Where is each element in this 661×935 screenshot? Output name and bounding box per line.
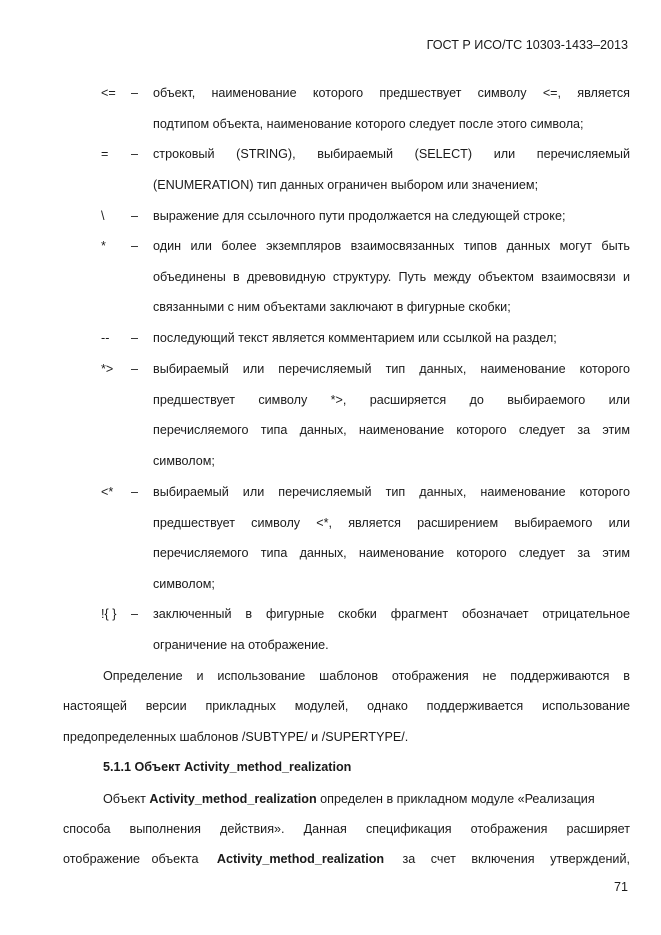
page-number: 71	[613, 880, 628, 894]
definition-dash: –	[131, 331, 139, 345]
definition-dash: –	[131, 485, 139, 499]
definition-symbol: *	[101, 239, 106, 253]
paragraph-line: предопределенных шаблонов /SUBTYPE/ и /SUPERTYPE/.	[63, 730, 409, 744]
definition-text-line: строковый (STRING), выбираемый (SELECT) или перечисляемый	[153, 147, 630, 161]
paragraph-line: способа выполнения действия». Данная спецификация отображения расширяет	[63, 822, 630, 836]
document-header: ГОСТ Р ИСО/ТС 10303-1433–2013	[426, 38, 628, 52]
definition-dash: –	[131, 607, 139, 621]
text-run: за счет включения утверждений,	[402, 852, 630, 866]
definition-dash: –	[131, 362, 139, 376]
definition-text-line: объединены в древовидную структуру. Путь между объектом взаимосвязи и	[153, 270, 630, 284]
definition-text-line: (ENUMERATION) тип данных ограничен выбором или значением;	[153, 178, 539, 192]
definition-text-line: предшествует символу *>, расширяется до выбираемого или	[153, 393, 630, 407]
definition-text-line: выбираемый или перечисляемый тип данных, наименование которого	[153, 485, 630, 499]
definition-symbol: *>	[101, 362, 114, 376]
text-run: Объект	[103, 792, 146, 806]
definition-dash: –	[131, 147, 139, 161]
definition-text-line: выбираемый или перечисляемый тип данных, наименование которого	[153, 362, 630, 376]
definition-text-line: перечисляемого типа данных, наименование которого следует за этим	[153, 546, 630, 560]
entity-name: Activity_method_realization	[216, 852, 385, 866]
definition-dash: –	[131, 239, 139, 253]
definition-symbol: <*	[101, 485, 114, 499]
section-number: 5.1.1	[103, 760, 132, 774]
definition-text-line: последующий текст является комментарием или ссылкой на раздел;	[153, 331, 557, 345]
definition-text-line: символом;	[153, 577, 215, 591]
definition-symbol: \	[101, 209, 105, 223]
paragraph-line: настоящей версии прикладных модулей, однако поддерживается использование	[63, 699, 630, 713]
entity-name: Activity_method_realization	[149, 792, 317, 806]
definition-text-line: объект, наименование которого предшествует символу <=, является	[153, 86, 630, 100]
definition-text-line: перечисляемого типа данных, наименование которого следует за этим	[153, 423, 630, 437]
definition-text-line: выражение для ссылочного пути продолжается на следующей строке;	[153, 209, 566, 223]
definition-text-line: символом;	[153, 454, 215, 468]
definition-symbol: <=	[101, 86, 116, 100]
definition-symbol: --	[101, 331, 110, 345]
paragraph-line	[63, 852, 630, 866]
paragraph-line: Определение и использование шаблонов отображения не поддерживаются в	[103, 669, 630, 683]
definition-symbol: =	[101, 147, 109, 161]
paragraph-line	[103, 792, 595, 806]
section-title: Объект Activity_method_realization	[134, 760, 352, 774]
section-heading	[103, 760, 351, 774]
definition-symbol: !{ }	[101, 607, 117, 621]
definition-dash: –	[131, 86, 139, 100]
definition-text-line: заключенный в фигурные скобки фрагмент обозначает отрицательное	[153, 607, 630, 621]
text-run: определен в прикладном модуле «Реализация	[320, 792, 595, 806]
text-run: отображение объекта	[63, 852, 199, 866]
definition-dash: –	[131, 209, 139, 223]
definition-text-line: связанными с ним объектами заключают в фигурные скобки;	[153, 300, 511, 314]
definition-text-line: подтипом объекта, наименование которого следует после этого символа;	[153, 117, 584, 131]
definition-text-line: ограничение на отображение.	[153, 638, 329, 652]
definition-text-line: предшествует символу <*, является расширением выбираемого или	[153, 516, 630, 530]
definition-text-line: один или более экземпляров взаимосвязанных типов данных могут быть	[153, 239, 630, 253]
